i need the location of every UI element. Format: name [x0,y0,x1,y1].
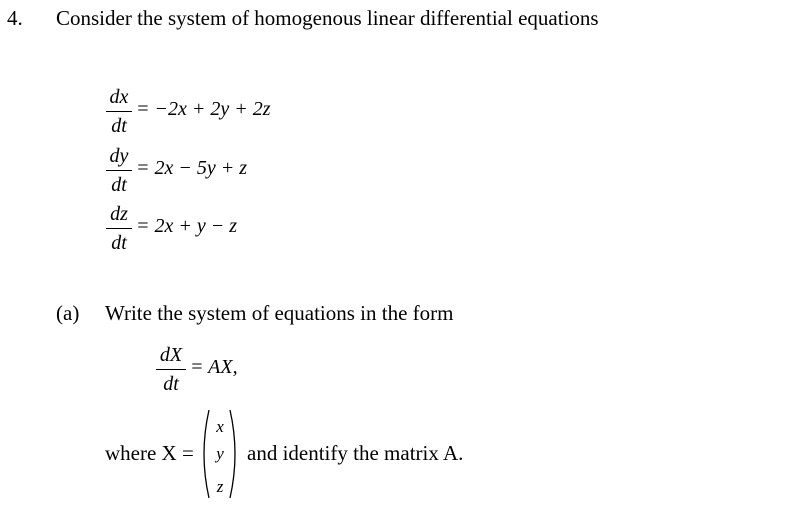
identify-text: and identify the matrix A. [247,441,464,465]
equation-2-rhs: = 2x − 5y + z [136,157,248,179]
fraction-bar [106,228,132,229]
question-prompt: Consider the system of homogenous linear differential equations [56,6,599,30]
equation-2-numerator: dy [109,145,129,167]
vector-entry-y: y [216,444,224,463]
matrix-form-derivative [156,344,186,395]
part-a-label: (a) [56,301,80,325]
vector-entry-x: x [216,417,224,436]
right-parenthesis [229,408,241,500]
matrix-form-numerator: dX [159,344,183,366]
part-a-instruction: Write the system of equations in the form [105,301,454,325]
fraction-bar [106,111,132,112]
vector-entry-z: z [216,477,224,496]
equation-1-numerator: dx [109,86,129,108]
fraction-bar [106,170,132,171]
equation-3-derivative [106,203,132,254]
fraction-bar [156,369,186,370]
question-number: 4. [7,6,23,30]
equation-1-denominator: dt [111,115,127,137]
equation-1-rhs: = −2x + 2y + 2z [136,98,271,120]
matrix-form-rhs: = AX, [190,356,238,378]
equation-2-denominator: dt [111,174,127,196]
where-text: where X = [105,441,194,465]
equation-3-numerator: dz [110,203,128,225]
equation-1-derivative [106,86,132,137]
equation-3-rhs: = 2x + y − z [136,215,238,237]
equation-3-denominator: dt [111,232,127,254]
equation-2-derivative [106,145,132,196]
matrix-form-denominator: dt [163,373,179,395]
